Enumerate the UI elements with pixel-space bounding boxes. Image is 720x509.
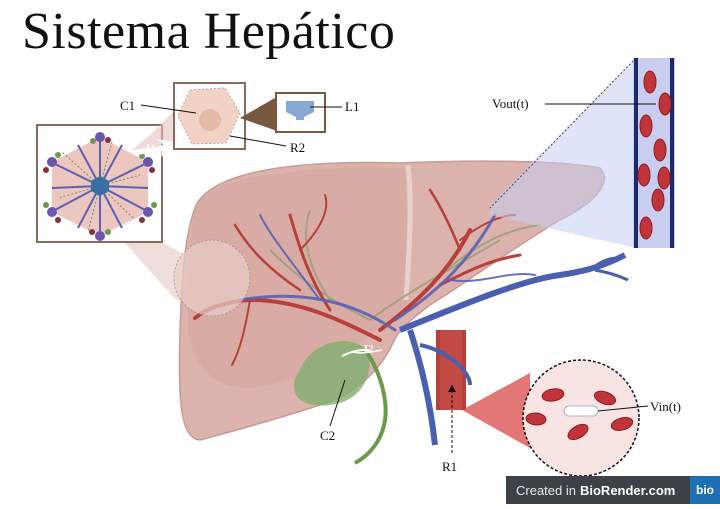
page-title: Sistema Hepático bbox=[22, 3, 396, 60]
label-r2: R2 bbox=[290, 140, 306, 155]
label-l1: L1 bbox=[345, 99, 360, 114]
label-i2: I2 bbox=[364, 343, 374, 355]
credit-prefix: Created in bbox=[516, 482, 576, 498]
credit-brand: BioRender.com bbox=[579, 482, 676, 498]
liver-zoom-circle bbox=[174, 240, 250, 316]
label-i1: I1 bbox=[146, 143, 156, 155]
label-c2: C2 bbox=[320, 428, 336, 443]
vout-zoom-cone bbox=[490, 58, 636, 248]
label-vin: Vin(t) bbox=[650, 399, 681, 414]
label-r1: R1 bbox=[442, 459, 458, 474]
biorender-logo-icon: bio bbox=[690, 476, 720, 504]
hepatocyte-nucleus bbox=[199, 109, 221, 131]
vin-zoom-cone bbox=[462, 373, 530, 448]
drug-capsule bbox=[564, 406, 598, 416]
biorender-credit[interactable] bbox=[506, 476, 720, 504]
label-vout: Vout(t) bbox=[492, 96, 529, 111]
label-c1: C1 bbox=[120, 98, 136, 113]
